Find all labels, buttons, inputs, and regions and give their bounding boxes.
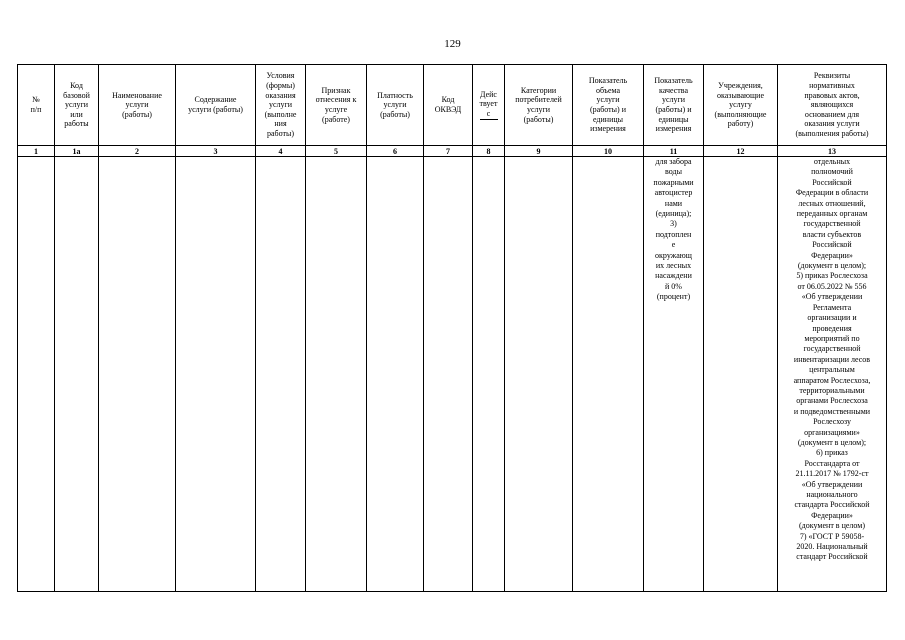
column-number: 10 xyxy=(573,146,644,157)
quality-indicator-text: для забора воды пожарными автоцистер нами (единица); 3) подтоплен е окружающ их лесных насаждени й 0% (процент) xyxy=(653,157,694,302)
cell-col-9 xyxy=(505,157,573,592)
header-col-7: Код ОКВЭД xyxy=(424,65,473,146)
column-number: 1а xyxy=(55,146,99,157)
column-number: 2 xyxy=(99,146,176,157)
column-number: 13 xyxy=(778,146,887,157)
column-number: 7 xyxy=(424,146,473,157)
header-row xyxy=(18,65,887,146)
column-number: 5 xyxy=(306,146,367,157)
header-col-11: Показатель качества услуги (работы) и единицы измерения xyxy=(644,65,704,146)
cell-col-2 xyxy=(99,157,176,592)
header-col-3: Содержание услуги (работы) xyxy=(176,65,256,146)
header-col-10: Показатель объема услуги (работы) и единицы измерения xyxy=(573,65,644,146)
header-col-9: Категории потребителей услуги (работы) xyxy=(505,65,573,146)
column-number: 12 xyxy=(704,146,778,157)
legal-acts-text: отдельных полномочий Российской Федерации в области лесных отношений, переданных органам государственной власти субъектов Российской Федерации» (документ в целом); 5) приказ Рослесхоза от 06.05.2022 № 556 «Об утверждении Регламента организации и проведения мероприятий по государственной инвентаризации лесов центральным аппаратом Рослесхоза, территориальными органами Рослесхоза и подведомственными Рослесхозу организациями» (документ в целом); 6) приказ Росстандарта от 21.11.2017 № 1792-ст «Об утверждении национального стандарта Российской Федерации» (документ в целом) 7) «ГОСТ Р 59058- 2020. Национальный стандарт Российской xyxy=(793,157,871,562)
services-table xyxy=(17,64,887,592)
cell-col-3 xyxy=(176,157,256,592)
header-col-4: Условия (формы) оказания услуги (выполне ния работы) xyxy=(256,65,306,146)
cell-col-5 xyxy=(306,157,367,592)
cell-col-10 xyxy=(573,157,644,592)
cell-col-4 xyxy=(256,157,306,592)
cell-col-12 xyxy=(704,157,778,592)
cell-col-1 xyxy=(18,157,55,592)
column-number: 11 xyxy=(644,146,704,157)
cell-col-1a xyxy=(55,157,99,592)
cell-col-11 xyxy=(644,157,704,592)
column-number: 1 xyxy=(18,146,55,157)
page-number: 129 xyxy=(444,38,461,50)
cell-col-6 xyxy=(367,157,424,592)
column-number-row xyxy=(18,146,887,157)
column-number: 4 xyxy=(256,146,306,157)
header-col-5: Признак отнесения к услуге (работе) xyxy=(306,65,367,146)
header-col-13: Реквизиты нормативных правовых актов, являющихся основанием для оказания услуги (выполнения работы) xyxy=(778,65,887,146)
header-col-1a: Код базовой услуги или работы xyxy=(55,65,99,146)
cell-col-8 xyxy=(473,157,505,592)
header-col-1: № п/п xyxy=(18,65,55,146)
column-number: 8 xyxy=(473,146,505,157)
cell-col-13 xyxy=(778,157,887,592)
table-row xyxy=(18,157,887,592)
column-number: 9 xyxy=(505,146,573,157)
header-col-2: Наименование услуги (работы) xyxy=(99,65,176,146)
header-col-6: Платность услуги (работы) xyxy=(367,65,424,146)
header-col-12: Учреждения, оказывающие услугу (выполняющие работу) xyxy=(704,65,778,146)
header-col-8: Дейс твует с xyxy=(473,65,505,146)
column-number: 3 xyxy=(176,146,256,157)
blank-line xyxy=(480,119,498,120)
cell-col-7 xyxy=(424,157,473,592)
column-number: 6 xyxy=(367,146,424,157)
